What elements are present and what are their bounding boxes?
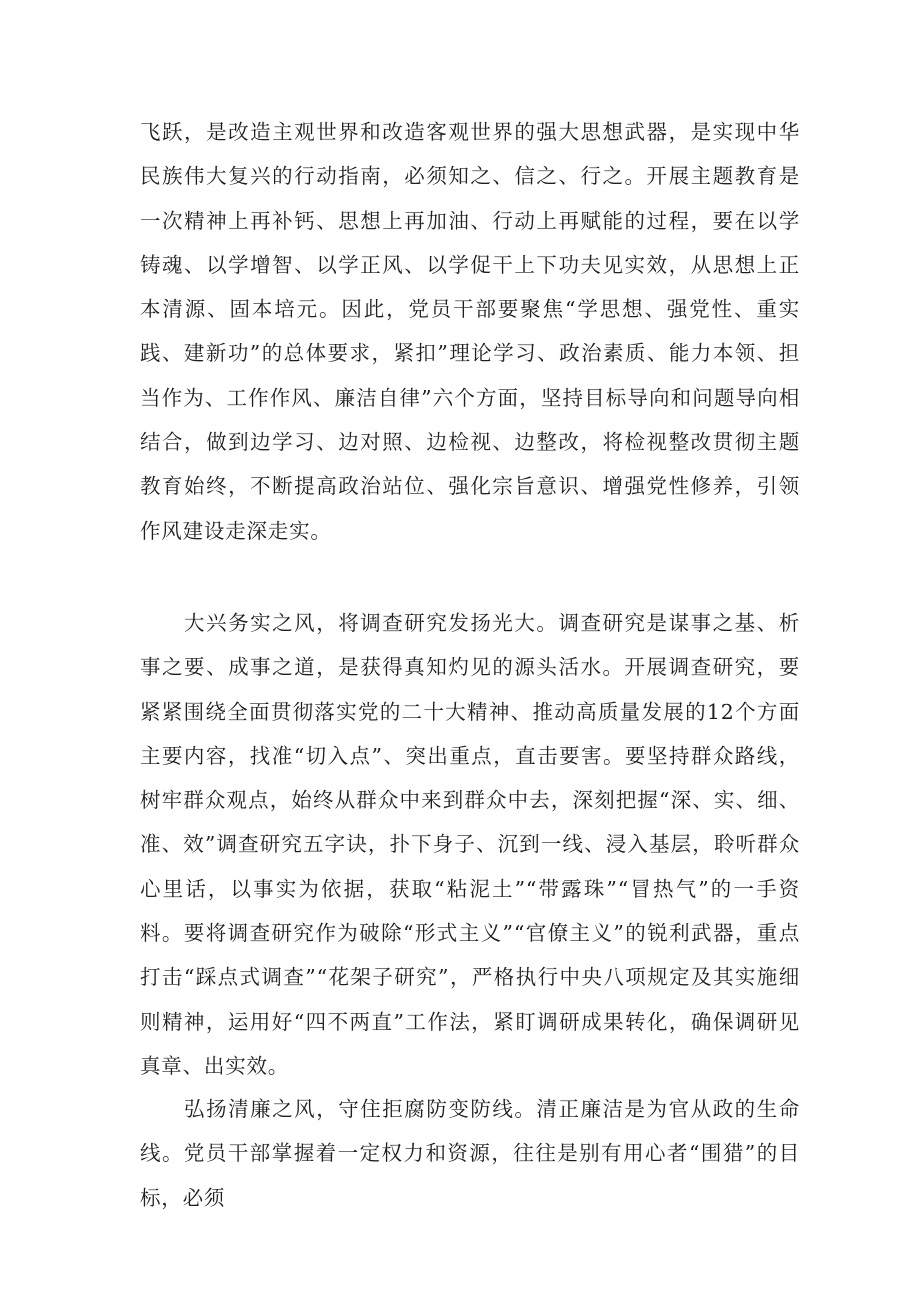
- paragraph-investigation-research: 大兴务实之风，将调查研究发扬光大。调查研究是谋事之基、析事之要、成事之道，是获得真知灼见的源头活水。开展调查研究，要紧紧围绕全面贯彻落实党的二十大精神、推动高质量发展的12个方面主要内容，找准“切入点”、突出重点，直击要害。要坚持群众路线，树牢群众观点，始终从群众中来到群众中去，深刻把握“深、实、细、准、效”调查研究五字诀，扑下身子、沉到一线、浸入基层，聆听群众心里话，以事实为依据，获取“粘泥土”“带露珠”“冒热气”的一手资料。要将调查研究作为破除“形式主义”“官僚主义”的锐利武器，重点打击“踩点式调查”“花架子研究”，严格执行中央八项规定及其实施细则精神，运用好“四不两直”工作法，紧盯调研成果转化，确保调研见真章、出实效。: [140, 611, 800, 1078]
- paragraph-continuation: 飞跃，是改造主观世界和改造客观世界的强大思想武器，是实现中华民族伟大复兴的行动指南，必须知之、信之、行之。开展主题教育是一次精神上再补钙、思想上再加油、行动上再赋能的过程，要在以学铸魂、以学增智、以学正风、以学促干上下功夫见实效，从思想上正本清源、固本培元。因此，党员干部要聚焦“学思想、强党性、重实践、建新功”的总体要求，紧扣”理论学习、政治素质、能力本领、担当作为、工作作风、廉洁自律”六个方面，坚持目标导向和问题导向相结合，做到边学习、边对照、边检视、边整改，将检视整改贯彻主题教育始终，不断提高政治站位、强化宗旨意识、增强党性修养，引领作风建设走深走实。: [140, 120, 800, 543]
- paragraph-integrity: 弘扬清廉之风，守住拒腐防变防线。清正廉洁是为官从政的生命线。党员干部掌握着一定权力和资源，往往是别有用心者“围猎”的目标，必须: [140, 1097, 800, 1210]
